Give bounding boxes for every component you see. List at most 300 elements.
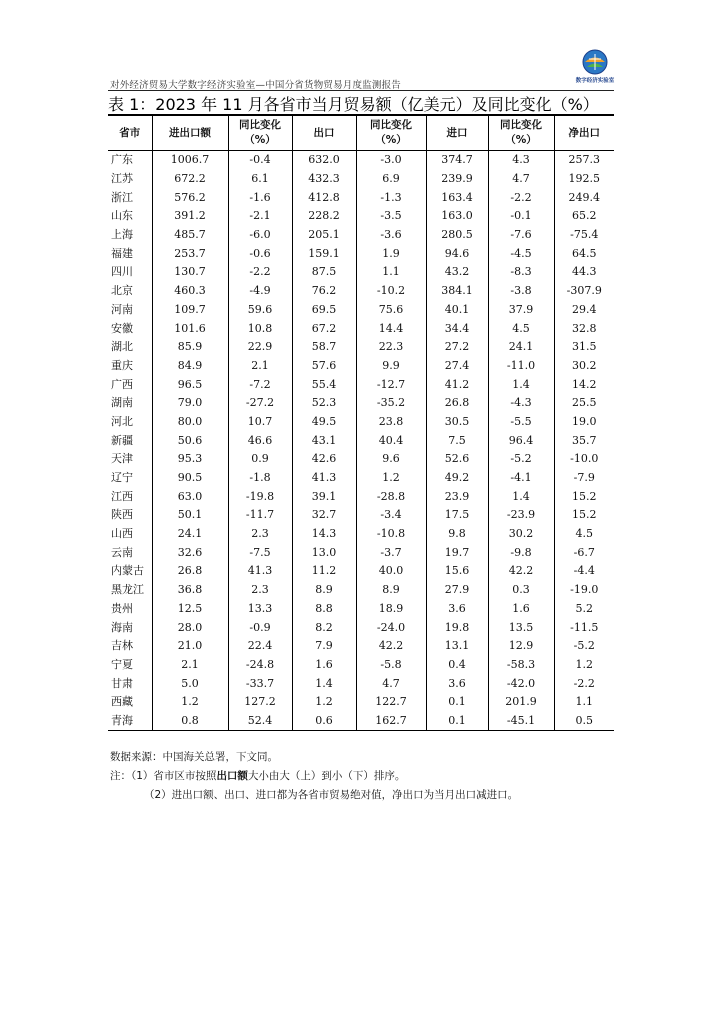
value-cell: 1.6: [292, 656, 356, 675]
value-cell: -3.0: [356, 151, 426, 170]
value-cell: -7.5: [228, 543, 292, 562]
value-cell: 43.2: [426, 263, 488, 282]
value-cell: 632.0: [292, 151, 356, 170]
value-cell: 32.7: [292, 506, 356, 525]
table-row: [108, 226, 614, 245]
table-header-row: [108, 115, 614, 151]
value-cell: 122.7: [356, 693, 426, 712]
value-cell: 7.9: [292, 637, 356, 656]
value-cell: 80.0: [152, 413, 228, 432]
value-cell: 5.0: [152, 674, 228, 693]
column-header-label: 同比变化: [239, 119, 281, 131]
value-cell: 58.7: [292, 338, 356, 357]
value-cell: 432.3: [292, 170, 356, 189]
value-cell: 30.2: [554, 357, 614, 376]
value-cell: -11.5: [554, 618, 614, 637]
value-cell: 42.6: [292, 450, 356, 469]
value-cell: 84.9: [152, 357, 228, 376]
value-cell: 28.0: [152, 618, 228, 637]
value-cell: -7.9: [554, 469, 614, 488]
header-divider: [108, 90, 614, 91]
value-cell: 65.2: [554, 207, 614, 226]
value-cell: 0.9: [228, 450, 292, 469]
value-cell: -2.2: [488, 188, 554, 207]
value-cell: -9.8: [488, 543, 554, 562]
value-cell: 0.6: [292, 712, 356, 731]
province-cell: 四川: [111, 265, 133, 279]
column-header-unit: （%）: [375, 134, 407, 146]
table-row: [108, 338, 614, 357]
value-cell: -19.0: [554, 581, 614, 600]
province-cell: 山东: [111, 209, 133, 223]
value-cell: -10.0: [554, 450, 614, 469]
table-row: [108, 188, 614, 207]
value-cell: -33.7: [228, 674, 292, 693]
table-row: [108, 431, 614, 450]
value-cell: 13.0: [292, 543, 356, 562]
value-cell: 249.4: [554, 188, 614, 207]
table-row: [108, 525, 614, 544]
value-cell: 75.6: [356, 301, 426, 320]
value-cell: -1.8: [228, 469, 292, 488]
value-cell: 2.3: [228, 525, 292, 544]
column-header-label: 进口: [446, 126, 468, 139]
value-cell: 576.2: [152, 188, 228, 207]
table-row: [108, 674, 614, 693]
value-cell: 1006.7: [152, 151, 228, 170]
value-cell: -1.6: [228, 188, 292, 207]
column-header: [356, 115, 426, 151]
table-row: [108, 600, 614, 619]
logo-text: 数字经济实验室: [575, 78, 615, 84]
value-cell: 4.3: [488, 151, 554, 170]
value-cell: 6.9: [356, 170, 426, 189]
province-cell: 湖南: [111, 396, 133, 410]
province-cell: 北京: [111, 284, 133, 298]
value-cell: 0.5: [554, 712, 614, 731]
value-cell: 30.5: [426, 413, 488, 432]
value-cell: 1.1: [356, 263, 426, 282]
table-row: [108, 375, 614, 394]
value-cell: 1.6: [488, 600, 554, 619]
value-cell: -7.2: [228, 375, 292, 394]
value-cell: 52.4: [228, 712, 292, 731]
province-cell: 浙江: [111, 190, 133, 204]
column-header-label: 同比变化: [500, 119, 542, 131]
value-cell: -35.2: [356, 394, 426, 413]
province-cell: 辽宁: [111, 471, 133, 485]
value-cell: 22.9: [228, 338, 292, 357]
report-header: 对外经济贸易大学数字经济实验室—中国分省货物贸易月度监测报告: [110, 80, 402, 91]
value-cell: 12.9: [488, 637, 554, 656]
value-cell: -45.1: [488, 712, 554, 731]
value-cell: 1.4: [488, 487, 554, 506]
table-row: [108, 581, 614, 600]
value-cell: -0.6: [228, 244, 292, 263]
value-cell: 23.9: [426, 487, 488, 506]
value-cell: 35.7: [554, 431, 614, 450]
value-cell: 39.1: [292, 487, 356, 506]
value-cell: 101.6: [152, 319, 228, 338]
value-cell: 163.0: [426, 207, 488, 226]
value-cell: -23.9: [488, 506, 554, 525]
table-row: [108, 656, 614, 675]
value-cell: -6.7: [554, 543, 614, 562]
value-cell: -24.8: [228, 656, 292, 675]
value-cell: 23.8: [356, 413, 426, 432]
table-row: [108, 357, 614, 376]
value-cell: 15.2: [554, 506, 614, 525]
value-cell: -5.5: [488, 413, 554, 432]
value-cell: -0.4: [228, 151, 292, 170]
value-cell: 64.5: [554, 244, 614, 263]
province-cell: 江西: [111, 489, 133, 503]
value-cell: 31.5: [554, 338, 614, 357]
value-cell: 8.2: [292, 618, 356, 637]
table-row: [108, 693, 614, 712]
province-cell: 新疆: [111, 433, 133, 447]
value-cell: 130.7: [152, 263, 228, 282]
province-cell: 青海: [108, 712, 152, 731]
value-cell: -4.5: [488, 244, 554, 263]
value-cell: 40.4: [356, 431, 426, 450]
province-cell: 重庆: [111, 358, 133, 372]
value-cell: -4.9: [228, 282, 292, 301]
value-cell: -307.9: [554, 282, 614, 301]
column-header-label: 省市: [119, 126, 141, 139]
column-header: [228, 115, 292, 151]
value-cell: -28.8: [356, 487, 426, 506]
value-cell: 0.4: [426, 656, 488, 675]
value-cell: 0.8: [152, 712, 228, 731]
value-cell: 22.4: [228, 637, 292, 656]
column-header-unit: （%）: [505, 134, 537, 146]
province-cell: 海南: [111, 620, 133, 634]
value-cell: 253.7: [152, 244, 228, 263]
value-cell: 94.6: [426, 244, 488, 263]
value-cell: 96.4: [488, 431, 554, 450]
data-source: 数据来源：中国海关总署，下文同。: [110, 751, 278, 763]
value-cell: -2.1: [228, 207, 292, 226]
value-cell: 85.9: [152, 338, 228, 357]
value-cell: -4.4: [554, 562, 614, 581]
value-cell: 21.0: [152, 637, 228, 656]
note-1-bold: 出口额: [216, 770, 248, 782]
value-cell: 50.6: [152, 431, 228, 450]
value-cell: -3.7: [356, 543, 426, 562]
table-title: 表 1：2023 年 11 月各省市当月贸易额（亿美元）及同比变化（%）: [108, 95, 599, 114]
value-cell: -6.0: [228, 226, 292, 245]
value-cell: 13.1: [426, 637, 488, 656]
value-cell: 1.2: [356, 469, 426, 488]
value-cell: 22.3: [356, 338, 426, 357]
column-header-label: 进出口额: [169, 126, 211, 139]
value-cell: -75.4: [554, 226, 614, 245]
value-cell: 13.5: [488, 618, 554, 637]
column-header-label: 同比变化: [370, 119, 412, 131]
province-cell: 黑龙江: [111, 583, 144, 597]
value-cell: 1.2: [152, 693, 228, 712]
value-cell: 42.2: [356, 637, 426, 656]
value-cell: 2.3: [228, 581, 292, 600]
value-cell: 391.2: [152, 207, 228, 226]
value-cell: -10.8: [356, 525, 426, 544]
province-cell: 西藏: [111, 695, 133, 709]
value-cell: 34.4: [426, 319, 488, 338]
value-cell: 4.5: [488, 319, 554, 338]
notes: [110, 748, 518, 805]
value-cell: -12.7: [356, 375, 426, 394]
table-row: [108, 450, 614, 469]
value-cell: 67.2: [292, 319, 356, 338]
value-cell: 280.5: [426, 226, 488, 245]
value-cell: 12.5: [152, 600, 228, 619]
value-cell: 19.7: [426, 543, 488, 562]
value-cell: 412.8: [292, 188, 356, 207]
trade-table: [108, 114, 614, 731]
value-cell: 0.1: [426, 712, 488, 731]
value-cell: 49.5: [292, 413, 356, 432]
table-row: [108, 282, 614, 301]
province-cell: 湖北: [111, 340, 133, 354]
province-cell: 广东: [111, 153, 133, 167]
value-cell: -24.0: [356, 618, 426, 637]
province-cell: 甘肃: [111, 676, 133, 690]
value-cell: 37.9: [488, 301, 554, 320]
note-2: （2）进出口额、出口、进口都为各省市贸易绝对值，净出口为当月出口减进口。: [144, 789, 519, 801]
value-cell: 192.5: [554, 170, 614, 189]
value-cell: 52.3: [292, 394, 356, 413]
value-cell: -3.6: [356, 226, 426, 245]
table-row: [108, 487, 614, 506]
province-cell: 陕西: [111, 508, 133, 522]
province-cell: 河北: [111, 414, 133, 428]
value-cell: 7.5: [426, 431, 488, 450]
province-cell: 福建: [111, 246, 133, 260]
value-cell: 41.3: [228, 562, 292, 581]
value-cell: -3.8: [488, 282, 554, 301]
value-cell: 44.3: [554, 263, 614, 282]
value-cell: 27.9: [426, 581, 488, 600]
value-cell: 32.8: [554, 319, 614, 338]
value-cell: 42.2: [488, 562, 554, 581]
value-cell: 63.0: [152, 487, 228, 506]
province-cell: 山西: [111, 527, 133, 541]
value-cell: 257.3: [554, 151, 614, 170]
value-cell: -4.3: [488, 394, 554, 413]
value-cell: 10.7: [228, 413, 292, 432]
table-body: [108, 151, 614, 731]
value-cell: 485.7: [152, 226, 228, 245]
globe-icon: [582, 49, 608, 75]
value-cell: 14.2: [554, 375, 614, 394]
value-cell: -3.5: [356, 207, 426, 226]
value-cell: 55.4: [292, 375, 356, 394]
value-cell: 19.0: [554, 413, 614, 432]
value-cell: -1.3: [356, 188, 426, 207]
value-cell: 14.4: [356, 319, 426, 338]
value-cell: 26.8: [426, 394, 488, 413]
value-cell: 27.2: [426, 338, 488, 357]
value-cell: -5.8: [356, 656, 426, 675]
value-cell: 109.7: [152, 301, 228, 320]
table-row: [108, 506, 614, 525]
value-cell: 1.2: [554, 656, 614, 675]
province-cell: 广西: [111, 377, 133, 391]
value-cell: 1.1: [554, 693, 614, 712]
value-cell: -42.0: [488, 674, 554, 693]
value-cell: 127.2: [228, 693, 292, 712]
value-cell: 30.2: [488, 525, 554, 544]
value-cell: 59.6: [228, 301, 292, 320]
value-cell: -11.7: [228, 506, 292, 525]
value-cell: -27.2: [228, 394, 292, 413]
column-header-unit: （%）: [244, 134, 276, 146]
value-cell: 40.1: [426, 301, 488, 320]
value-cell: 9.8: [426, 525, 488, 544]
province-cell: 内蒙古: [111, 564, 144, 578]
value-cell: -19.8: [228, 487, 292, 506]
value-cell: 19.8: [426, 618, 488, 637]
value-cell: 24.1: [488, 338, 554, 357]
value-cell: -0.1: [488, 207, 554, 226]
value-cell: 159.1: [292, 244, 356, 263]
value-cell: 32.6: [152, 543, 228, 562]
table-row: [108, 394, 614, 413]
value-cell: -0.9: [228, 618, 292, 637]
table-row: [108, 263, 614, 282]
value-cell: 384.1: [426, 282, 488, 301]
value-cell: 3.6: [426, 674, 488, 693]
value-cell: 8.9: [292, 581, 356, 600]
value-cell: 52.6: [426, 450, 488, 469]
table-row: [108, 469, 614, 488]
value-cell: 0.1: [426, 693, 488, 712]
table-row: [108, 618, 614, 637]
province-cell: 宁夏: [111, 657, 133, 671]
table-row: [108, 562, 614, 581]
table-row: [108, 712, 614, 731]
value-cell: 228.2: [292, 207, 356, 226]
province-cell: 贵州: [111, 601, 133, 615]
value-cell: 87.5: [292, 263, 356, 282]
value-cell: 40.0: [356, 562, 426, 581]
value-cell: 9.9: [356, 357, 426, 376]
value-cell: 43.1: [292, 431, 356, 450]
value-cell: -10.2: [356, 282, 426, 301]
value-cell: -8.3: [488, 263, 554, 282]
value-cell: 1.9: [356, 244, 426, 263]
value-cell: 3.6: [426, 600, 488, 619]
value-cell: 46.6: [228, 431, 292, 450]
province-cell: 上海: [111, 228, 133, 242]
value-cell: -3.4: [356, 506, 426, 525]
value-cell: -4.1: [488, 469, 554, 488]
value-cell: 24.1: [152, 525, 228, 544]
value-cell: -2.2: [228, 263, 292, 282]
table-row: [108, 170, 614, 189]
value-cell: 4.7: [356, 674, 426, 693]
value-cell: 4.7: [488, 170, 554, 189]
table-row: [108, 207, 614, 226]
value-cell: 96.5: [152, 375, 228, 394]
value-cell: 9.6: [356, 450, 426, 469]
value-cell: 239.9: [426, 170, 488, 189]
value-cell: 76.2: [292, 282, 356, 301]
value-cell: 29.4: [554, 301, 614, 320]
column-header: [554, 115, 614, 151]
value-cell: 163.4: [426, 188, 488, 207]
value-cell: 10.8: [228, 319, 292, 338]
value-cell: 50.1: [152, 506, 228, 525]
value-cell: 14.3: [292, 525, 356, 544]
value-cell: 374.7: [426, 151, 488, 170]
value-cell: 27.4: [426, 357, 488, 376]
value-cell: 2.1: [152, 656, 228, 675]
value-cell: 49.2: [426, 469, 488, 488]
table-row: [108, 637, 614, 656]
value-cell: 41.3: [292, 469, 356, 488]
value-cell: 36.8: [152, 581, 228, 600]
value-cell: 4.5: [554, 525, 614, 544]
value-cell: 672.2: [152, 170, 228, 189]
value-cell: 201.9: [488, 693, 554, 712]
column-header: [292, 115, 356, 151]
column-header: [108, 115, 152, 151]
value-cell: 8.9: [356, 581, 426, 600]
value-cell: 79.0: [152, 394, 228, 413]
value-cell: 18.9: [356, 600, 426, 619]
value-cell: 15.2: [554, 487, 614, 506]
value-cell: 57.6: [292, 357, 356, 376]
value-cell: 13.3: [228, 600, 292, 619]
value-cell: 1.4: [292, 674, 356, 693]
column-header: [426, 115, 488, 151]
value-cell: 1.2: [292, 693, 356, 712]
value-cell: 162.7: [356, 712, 426, 731]
lab-logo: [572, 49, 618, 89]
table-row: [108, 543, 614, 562]
value-cell: -5.2: [554, 637, 614, 656]
column-header: [488, 115, 554, 151]
value-cell: 15.6: [426, 562, 488, 581]
table-row: [108, 244, 614, 263]
column-header: [152, 115, 228, 151]
value-cell: 460.3: [152, 282, 228, 301]
value-cell: 1.4: [488, 375, 554, 394]
value-cell: 95.3: [152, 450, 228, 469]
province-cell: 吉林: [111, 639, 133, 653]
value-cell: 41.2: [426, 375, 488, 394]
value-cell: 25.5: [554, 394, 614, 413]
value-cell: -7.6: [488, 226, 554, 245]
value-cell: 205.1: [292, 226, 356, 245]
table-row: [108, 301, 614, 320]
value-cell: 0.3: [488, 581, 554, 600]
value-cell: 11.2: [292, 562, 356, 581]
table-row: [108, 413, 614, 432]
value-cell: -58.3: [488, 656, 554, 675]
province-cell: 江苏: [111, 172, 133, 186]
value-cell: -2.2: [554, 674, 614, 693]
province-cell: 云南: [111, 545, 133, 559]
value-cell: 2.1: [228, 357, 292, 376]
note-1: 注：（1）省市区市按照出口额大小由大（上）到小（下）排序。: [110, 770, 406, 782]
province-cell: 天津: [111, 452, 133, 466]
province-cell: 河南: [111, 302, 133, 316]
table-row: [108, 319, 614, 338]
value-cell: 90.5: [152, 469, 228, 488]
